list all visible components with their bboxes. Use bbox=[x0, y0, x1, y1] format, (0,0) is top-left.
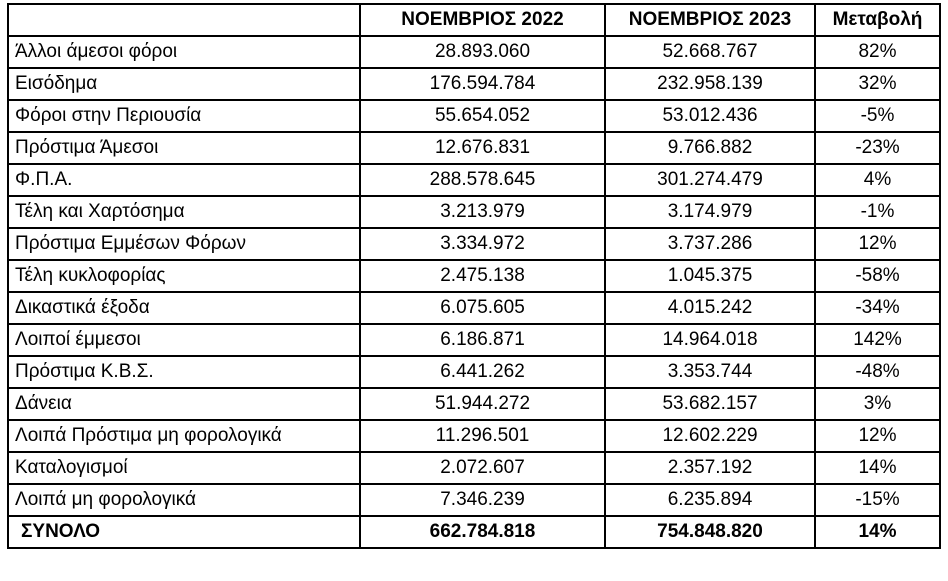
value-2022: 288.578.645 bbox=[360, 164, 605, 196]
header-corner-cell bbox=[8, 4, 360, 36]
row-label: Καταλογισμοί bbox=[8, 452, 360, 484]
table-row bbox=[8, 420, 940, 452]
row-label: Λοιπά μη φορολογικά bbox=[8, 484, 360, 516]
change-percent: 12% bbox=[815, 420, 940, 452]
change-percent: 142% bbox=[815, 324, 940, 356]
value-2022: 55.654.052 bbox=[360, 100, 605, 132]
row-label: Δάνεια bbox=[8, 388, 360, 420]
value-2022: 176.594.784 bbox=[360, 68, 605, 100]
change-percent: 3% bbox=[815, 388, 940, 420]
value-2022: 6.441.262 bbox=[360, 356, 605, 388]
value-2022: 6.075.605 bbox=[360, 292, 605, 324]
value-2023: 53.682.157 bbox=[605, 388, 815, 420]
row-label: Τέλη κυκλοφορίας bbox=[8, 260, 360, 292]
table-row bbox=[8, 356, 940, 388]
change-percent: -58% bbox=[815, 260, 940, 292]
table-row bbox=[8, 484, 940, 516]
total-value-2022: 662.784.818 bbox=[360, 516, 605, 548]
row-label: Δικαστικά έξοδα bbox=[8, 292, 360, 324]
header-row bbox=[8, 4, 940, 36]
change-percent: 14% bbox=[815, 452, 940, 484]
value-2023: 1.045.375 bbox=[605, 260, 815, 292]
value-2022: 3.334.972 bbox=[360, 228, 605, 260]
row-label: Λοιποί έμμεσοι bbox=[8, 324, 360, 356]
row-label: Πρόστιμα Άμεσοι bbox=[8, 132, 360, 164]
value-2022: 12.676.831 bbox=[360, 132, 605, 164]
total-row bbox=[8, 516, 940, 548]
value-2023: 3.737.286 bbox=[605, 228, 815, 260]
revenue-comparison-table bbox=[7, 3, 941, 549]
header-change: Μεταβολή bbox=[815, 4, 940, 36]
table-row bbox=[8, 260, 940, 292]
table-row bbox=[8, 132, 940, 164]
table-row bbox=[8, 164, 940, 196]
change-percent: -48% bbox=[815, 356, 940, 388]
table-row bbox=[8, 324, 940, 356]
table-row bbox=[8, 196, 940, 228]
row-label: Φ.Π.Α. bbox=[8, 164, 360, 196]
value-2022: 28.893.060 bbox=[360, 36, 605, 68]
change-percent: -15% bbox=[815, 484, 940, 516]
value-2022: 6.186.871 bbox=[360, 324, 605, 356]
header-nov-2023: ΝΟΕΜΒΡΙΟΣ 2023 bbox=[605, 4, 815, 36]
table-row bbox=[8, 100, 940, 132]
table-row bbox=[8, 292, 940, 324]
value-2023: 2.357.192 bbox=[605, 452, 815, 484]
change-percent: 12% bbox=[815, 228, 940, 260]
value-2023: 52.668.767 bbox=[605, 36, 815, 68]
value-2022: 2.475.138 bbox=[360, 260, 605, 292]
table-row bbox=[8, 228, 940, 260]
change-percent: 4% bbox=[815, 164, 940, 196]
value-2023: 3.353.744 bbox=[605, 356, 815, 388]
change-percent: -34% bbox=[815, 292, 940, 324]
change-percent: -5% bbox=[815, 100, 940, 132]
table-row bbox=[8, 452, 940, 484]
table-row bbox=[8, 68, 940, 100]
row-label: Πρόστιμα Εμμέσων Φόρων bbox=[8, 228, 360, 260]
change-percent: -23% bbox=[815, 132, 940, 164]
value-2022: 51.944.272 bbox=[360, 388, 605, 420]
row-label: Λοιπά Πρόστιμα μη φορολογικά bbox=[8, 420, 360, 452]
value-2022: 2.072.607 bbox=[360, 452, 605, 484]
value-2023: 12.602.229 bbox=[605, 420, 815, 452]
change-percent: 82% bbox=[815, 36, 940, 68]
row-label: Τέλη και Χαρτόσημα bbox=[8, 196, 360, 228]
change-percent: 32% bbox=[815, 68, 940, 100]
total-label: ΣΥΝΟΛΟ bbox=[8, 516, 360, 548]
row-label: Φόροι στην Περιουσία bbox=[8, 100, 360, 132]
value-2023: 14.964.018 bbox=[605, 324, 815, 356]
value-2023: 3.174.979 bbox=[605, 196, 815, 228]
value-2023: 4.015.242 bbox=[605, 292, 815, 324]
table-row bbox=[8, 36, 940, 68]
table-row bbox=[8, 388, 940, 420]
value-2022: 7.346.239 bbox=[360, 484, 605, 516]
value-2023: 301.274.479 bbox=[605, 164, 815, 196]
value-2022: 11.296.501 bbox=[360, 420, 605, 452]
row-label: Πρόστιμα Κ.Β.Σ. bbox=[8, 356, 360, 388]
value-2023: 6.235.894 bbox=[605, 484, 815, 516]
header-nov-2022: ΝΟΕΜΒΡΙΟΣ 2022 bbox=[360, 4, 605, 36]
total-change-percent: 14% bbox=[815, 516, 940, 548]
value-2023: 53.012.436 bbox=[605, 100, 815, 132]
change-percent: -1% bbox=[815, 196, 940, 228]
row-label: Άλλοι άμεσοι φόροι bbox=[8, 36, 360, 68]
value-2023: 9.766.882 bbox=[605, 132, 815, 164]
row-label: Εισόδημα bbox=[8, 68, 360, 100]
value-2023: 232.958.139 bbox=[605, 68, 815, 100]
value-2022: 3.213.979 bbox=[360, 196, 605, 228]
total-value-2023: 754.848.820 bbox=[605, 516, 815, 548]
